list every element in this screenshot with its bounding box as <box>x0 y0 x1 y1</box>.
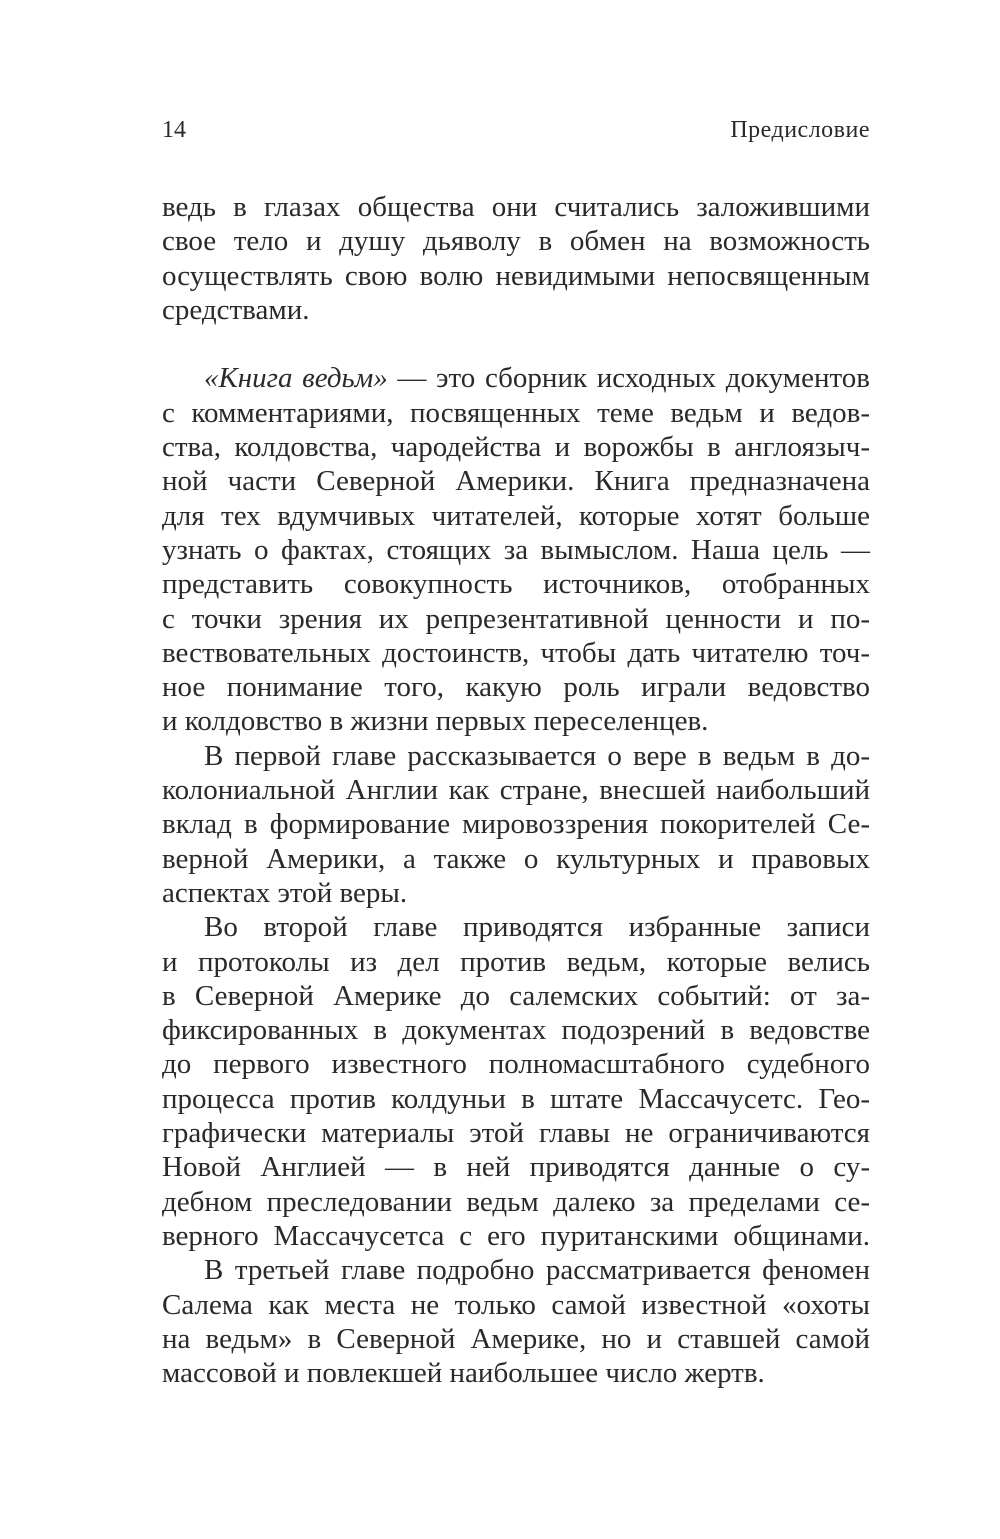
body-text <box>162 190 870 1390</box>
text-line: В третьей главе подробно рассматривается феномен <box>204 1254 870 1287</box>
page-number: 14 <box>162 117 186 143</box>
text-line: массовой и повлекшей наибольшее число жертв. <box>162 1357 765 1390</box>
text-line: Во второй главе приводятся избранные записи <box>204 911 870 944</box>
text-line: вклад в формирование мировоззрения покорителей Се- <box>162 808 870 841</box>
paragraph <box>162 910 870 1253</box>
paragraph <box>162 1253 870 1390</box>
text-line: Новой Англией — в ней приводятся данные о су- <box>162 1151 870 1184</box>
paragraph <box>162 190 870 327</box>
text-line: узнать о фактах, стоящих за вымыслом. Наша цель — <box>162 533 870 566</box>
text-line: до первого известного полномасштабного судебного <box>162 1048 870 1081</box>
paragraph <box>162 361 870 738</box>
text-line: свое тело и душу дьяволу в обмен на возможность <box>162 225 870 258</box>
paragraph <box>162 739 870 910</box>
text-run: — это сборник исходных документов <box>387 362 870 395</box>
text-line: ства, колдовства, чародейства и ворожбы в англоязыч- <box>162 431 870 464</box>
text-line: средствами. <box>162 293 310 326</box>
text-line: верного Массачусетса с его пуританскими общинами. <box>162 1219 870 1252</box>
text-line: дебном преследовании ведьм далеко за пределами се- <box>162 1185 870 1218</box>
text-line: ное понимание того, какую роль играли ведовство <box>162 671 870 704</box>
text-line: фиксированных в документах подозрений в ведовстве <box>162 1014 870 1047</box>
text-line: Салема как места не только самой известной «охоты <box>162 1288 870 1321</box>
text-line: и протоколы из дел против ведьм, которые велись <box>162 945 870 978</box>
text-line: ной части Северной Америки. Книга предназначена <box>162 465 870 498</box>
text-line: верной Америки, а также о культурных и правовых <box>162 842 870 875</box>
text-line: с точки зрения их репрезентативной ценности и по- <box>162 602 870 635</box>
section-title: Предисловие <box>730 117 870 143</box>
text-line: колониальной Англии как стране, внесшей наибольший <box>162 774 870 807</box>
text-line: В первой главе рассказывается о вере в ведьм в до- <box>204 739 870 772</box>
text-line: в Северной Америке до салемских событий: от за- <box>162 979 870 1012</box>
paragraph-gap <box>162 327 870 361</box>
text-line: процесса против колдуньи в штате Массачусетс. Гео- <box>162 1082 870 1115</box>
text-line: аспектах этой веры. <box>162 876 408 909</box>
text-line: осуществлять свою волю невидимыми непосвященным <box>162 259 870 292</box>
text-line: представить совокупность источников, отобранных <box>162 568 870 601</box>
text-line: с комментариями, посвященных теме ведьм и ведов- <box>162 396 870 429</box>
text-line: на ведьм» в Северной Америке, но и ставшей самой <box>162 1322 870 1355</box>
text-line: вествовательных достоинств, чтобы дать читателю точ- <box>162 636 870 669</box>
text-line <box>162 361 870 395</box>
text-line: для тех вдумчивых читателей, которые хотят больше <box>162 499 870 532</box>
text-line: графически материалы этой главы не ограничиваются <box>162 1117 870 1150</box>
text-line: ведь в глазах общества они считались заложившими <box>162 191 870 223</box>
book-title-italic: «Книга ведьм» <box>204 362 388 395</box>
text-line: и колдовство в жизни первых переселенцев. <box>162 705 709 738</box>
